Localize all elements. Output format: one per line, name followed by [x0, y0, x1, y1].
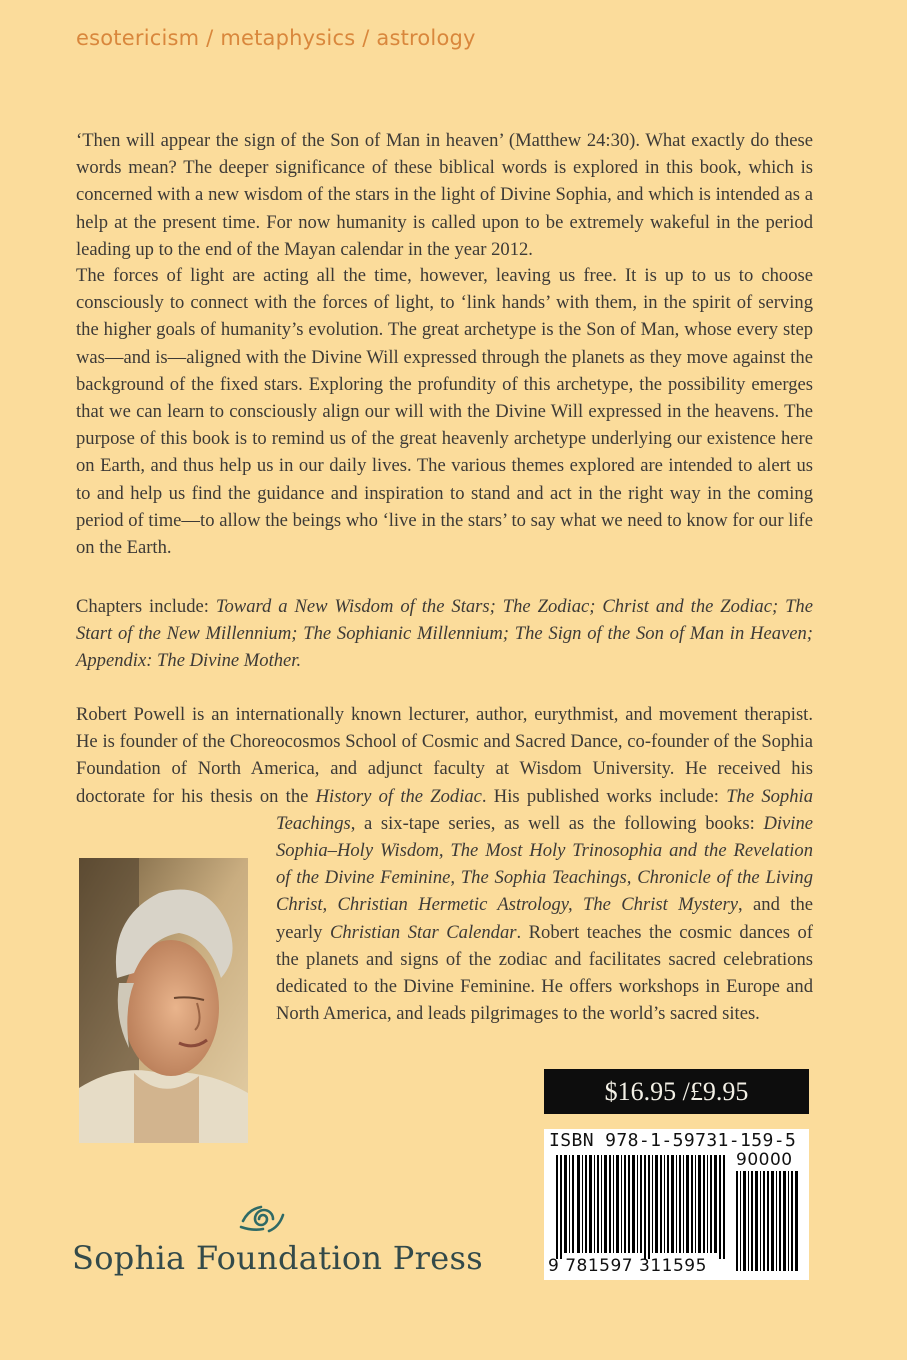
isbn-barcode: [544, 1129, 809, 1280]
author-photo: [79, 858, 248, 1143]
publisher-logo-icon: [239, 1201, 287, 1237]
bio-text-4: , and the yearly: [276, 894, 813, 943]
bio-text-1: Robert Powell is an internationally known lecturer, author, eurythmist, and movement therapist. He is founder of the Choreocosmos School of Cosmic and Sacred Dance, co-founder of the Sophia Foundation of North America, and adjunct faculty at Wisdom University. He received his doctorate for his thesis on the: [76, 704, 813, 807]
bio-text-2: . His published works include:: [481, 785, 727, 807]
bio-text-5: . Robert teaches the cosmic dances of the planets and signs of the zodiac and facilitates sacred celebrations dedicated to the Divine Feminine. He offers workshops in Europe and North America, and leads pilgrimages to the world’s sacred sites.: [276, 921, 813, 1025]
bio-title-history: History of the Zodiac: [315, 785, 482, 807]
isbn-number: ISBN 978-1-59731-159-5: [549, 1130, 797, 1151]
chapters-list: Toward a New Wisdom of the Stars; The Zodiac; Christ and the Zodiac; The Start of the New Millennium; The Sophianic Millennium; The Sign of the Son of Man in Heaven; Appendix: The Divine Mother.: [76, 596, 813, 672]
chapters-lead: Chapters include:: [76, 596, 216, 617]
bio-text-3: , a six-tape series, as well as the following books:: [350, 812, 764, 834]
ean-number: 9 781597 311595: [548, 1256, 707, 1276]
price-label: $16.95 /£9.95: [544, 1069, 809, 1114]
description-paragraph-1: ‘Then will appear the sign of the Son of Man in heaven’ (Matthew 24:30). What exactly do these words mean? The deeper significance of these biblical words is explored in this book, which is concerned with a new wisdom of the stars in the light of Divine Sophia, and which is intended as a help at the present time. For now humanity is called upon to be extremely wakeful in the period leading up to the end of the Mayan calendar in the year 2012.: [76, 130, 813, 260]
author-portrait-image: [79, 858, 248, 1143]
bio-title-calendar: Christian Star Calendar: [329, 921, 517, 943]
bio-books-list: Divine Sophia–Holy Wisdom, The Most Holy Trinosophia and the Revelation of the Divine Feminine, The Sophia Teachings, Chronicle of the Living Christ, Christian Hermetic Astrology, The Christ Mystery: [276, 812, 813, 916]
chapters-paragraph: [76, 593, 813, 675]
barcode-addon-number: 90000: [736, 1150, 793, 1170]
bio-title-sophia-teachings: The Sophia Teachings: [276, 785, 813, 834]
category-label: esotericism / metaphysics / astrology: [76, 26, 476, 50]
description-paragraph-2: The forces of light are acting all the time, however, leaving us free. It is up to us to choose consciously to connect with the forces of light, to ‘link hands’ with them, in the spirit of serving the higher goals of humanity’s evolution. The great archetype is the Son of Man, whose every step was—and is—aligned with the Divine Will expressed through the planets as they move against the background of the fixed stars. Exploring the profundity of this archetype, the possibility emerges that we can learn to consciously align our will with the Divine Will expressed in the heavens. The purpose of this book is to remind us of the great heavenly archetype underlying our existence here on Earth, and thus help us in our daily lives. The various themes explored are intended to alert us to and help us find the guidance and inspiration to stand and act in the right way in the coming period of time—to allow the beings who ‘live in the stars’ to say what we need to know for our life on the Earth.: [76, 265, 813, 559]
publisher-name: Sophia Foundation Press: [72, 1239, 483, 1277]
